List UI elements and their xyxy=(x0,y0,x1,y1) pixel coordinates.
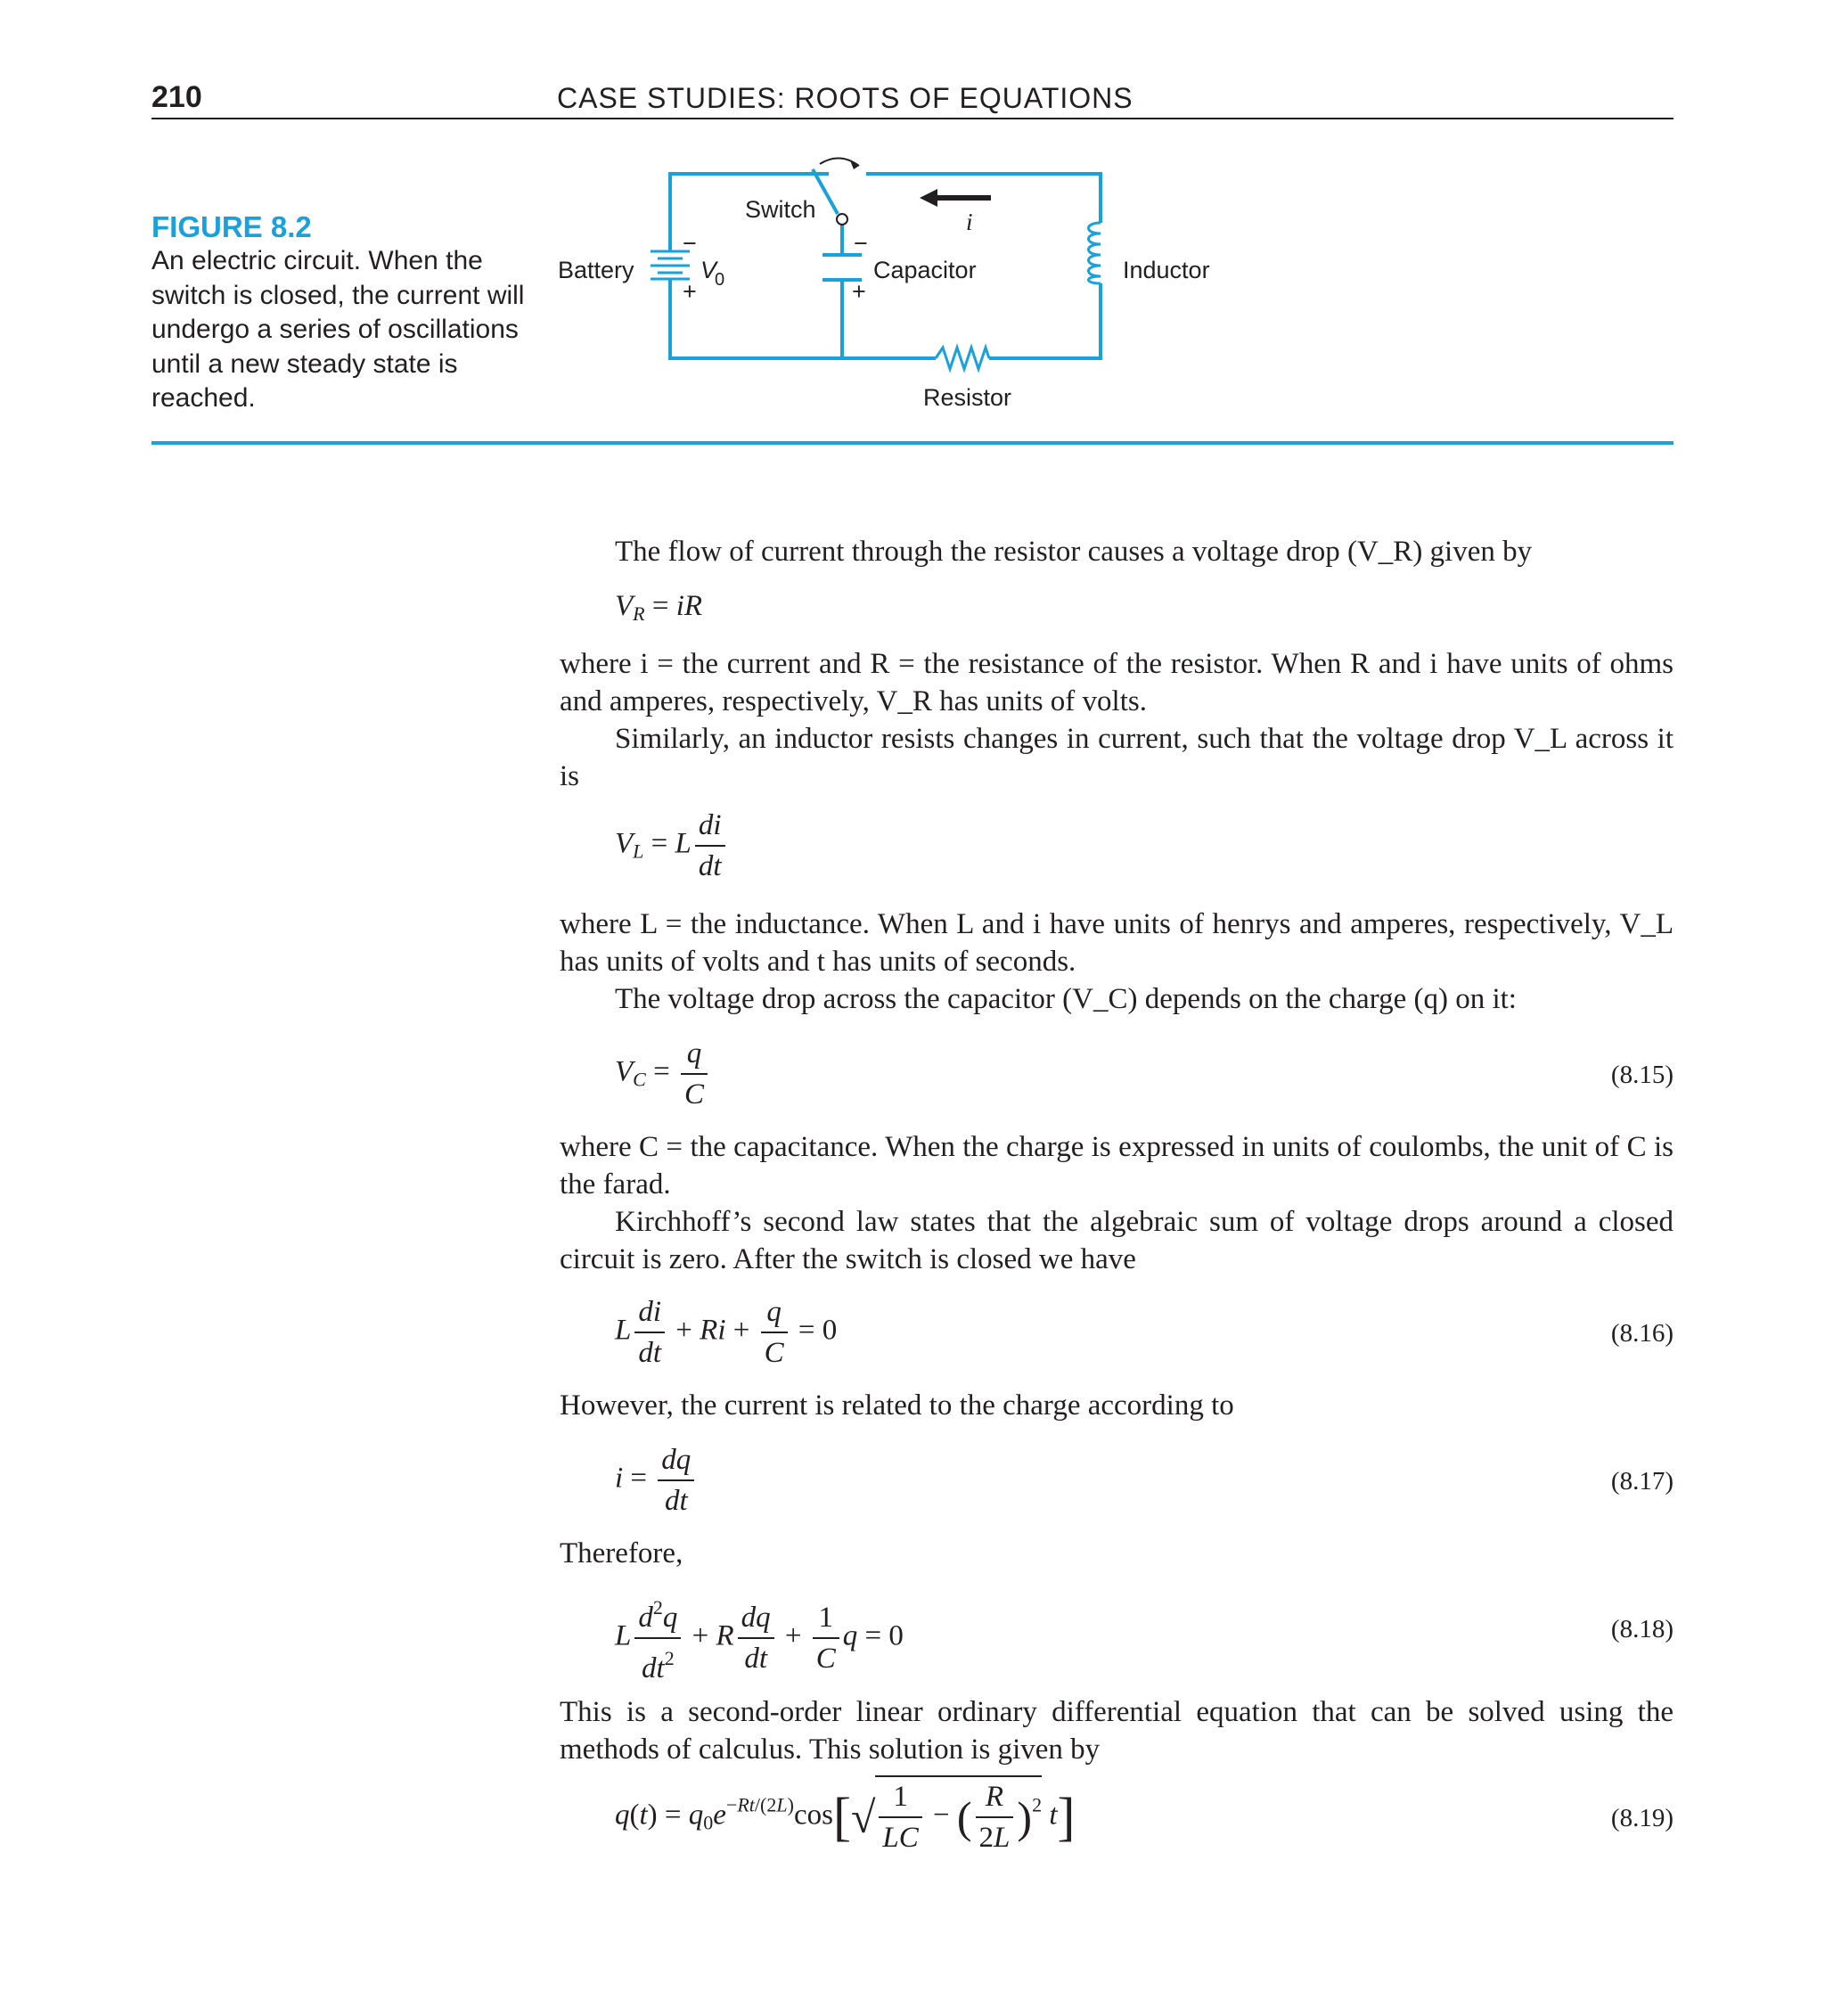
equation-number-8-18: (8.18) xyxy=(1610,1615,1674,1643)
equation-8-15: $V_C$ = $\frac{q}{C}$ xyxy=(615,1036,711,1112)
paragraph-10: This is a second-order linear ordinary differential equation that can be solved using the methods of calculus. This solution is given by xyxy=(560,1696,1674,1766)
running-head: CASE STUDIES: ROOTS OF EQUATIONS xyxy=(557,82,1133,114)
equation-vr: $V_R$ = iR xyxy=(615,590,703,625)
figure-caption: An electric circuit. When the switch is closed, the current will undergo a series of oscillations until a new steady state is reached. xyxy=(151,246,525,413)
equation-number-8-16: (8.16) xyxy=(1610,1319,1674,1348)
capacitor-minus: − xyxy=(854,230,868,257)
paragraph-7: Kirchhoff’s second law states that the algebraic sum of voltage drops around a closed circuit is zero. After the switch is closed we have xyxy=(560,1206,1674,1275)
label-v0: V xyxy=(700,257,717,283)
equation-vl: $V_L = L$ $\frac{di}{dt}$ xyxy=(615,807,729,884)
paragraph-2: where i = the current and R = the resistance of the resistor. When R and i have units of ohms and amperes, respectively, V_R has units of volts. xyxy=(560,648,1674,717)
equation-8-18: L $\frac{d^2q}{dt^2}$ + R $\frac{dq}{dt}$ + $\frac{1}{C}$ q = 0 xyxy=(615,1590,904,1686)
equation-number-8-15: (8.15) xyxy=(1610,1061,1674,1089)
capacitor-plus: + xyxy=(852,278,866,305)
label-inductor: Inductor xyxy=(1123,257,1210,283)
equation-8-17: i = $\frac{dq}{dt}$ xyxy=(615,1442,698,1519)
figure-title: FIGURE 8.2 xyxy=(151,210,312,243)
paragraph-4: where L = the inductance. When L and i have units of henrys and amperes, respectively, V_L has units of volts and t has units of seconds. xyxy=(560,908,1674,978)
paragraph-9: Therefore, xyxy=(560,1537,683,1569)
paragraph-5: The voltage drop across the capacitor (V_C) depends on the charge (q) on it: xyxy=(615,983,1517,1015)
battery-plus: + xyxy=(683,278,697,305)
label-current: i xyxy=(966,209,973,235)
equation-number-8-19: (8.19) xyxy=(1610,1804,1674,1832)
equation-number-8-17: (8.17) xyxy=(1610,1467,1674,1496)
paragraph-8: However, the current is related to the charge according to xyxy=(560,1389,1234,1422)
label-battery: Battery xyxy=(558,257,634,283)
label-resistor: Resistor xyxy=(923,384,1012,411)
paragraph-3: Similarly, an inductor resists changes in current, such that the voltage drop V_L across it is xyxy=(560,723,1674,792)
resistor-icon xyxy=(936,348,989,369)
equation-8-19: $q(t) = q_0e^{-Rt/(2L)}\cos[√$ $\frac{1}{LC}$ − ( $\frac{R}{2L}$ )$^2$ t] xyxy=(615,1775,1075,1856)
paragraph-6: where C = the capacitance. When the charge is expressed in units of coulombs, the unit of C is the farad. xyxy=(560,1131,1674,1201)
page-number: 210 xyxy=(151,80,202,114)
equation-8-16: L $\frac{di}{dt}$ + Ri + $\frac{q}{C}$ = 0 xyxy=(615,1296,838,1369)
paragraph-1: The flow of current through the resistor causes a voltage drop (V_R) given by xyxy=(615,536,1533,568)
inductor-icon xyxy=(1089,223,1101,283)
label-switch: Switch xyxy=(745,196,816,223)
label-capacitor: Capacitor xyxy=(873,257,977,283)
figure-rule xyxy=(151,441,1674,445)
battery-minus: − xyxy=(683,230,697,257)
switch-contact-icon xyxy=(837,214,847,225)
label-v0-subscript: 0 xyxy=(715,270,725,290)
header-rule xyxy=(151,118,1674,119)
circuit-diagram xyxy=(535,152,1248,428)
